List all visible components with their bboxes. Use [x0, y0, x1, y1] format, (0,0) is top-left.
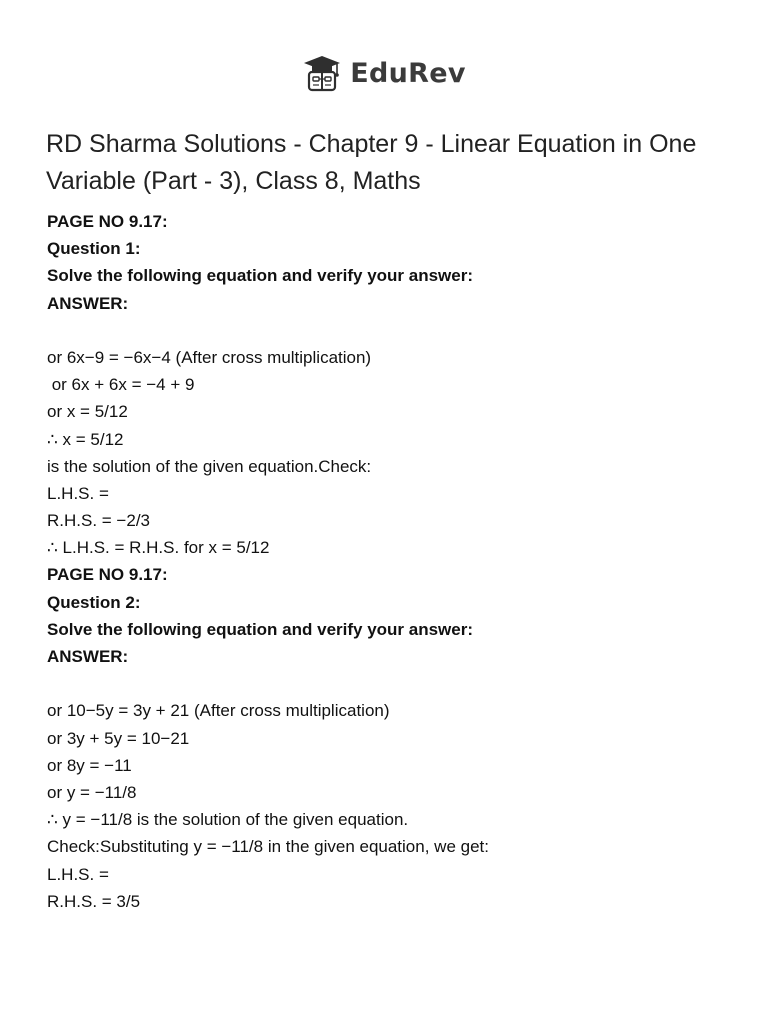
equation-image-placeholder: [47, 317, 737, 344]
solution-step: or 8y = −11: [47, 755, 132, 775]
solution-step: ∴ L.H.S. = R.H.S. for x = 5/12: [47, 538, 270, 558]
solution-step: Check:Substituting y = −11/8 in the given equation, we get:: [47, 837, 489, 857]
solution-step: or 3y + 5y = 10−21: [47, 728, 190, 748]
question-heading: Question 1:: [47, 239, 141, 259]
solution-step: or 6x + 6x = −4 + 9: [47, 375, 195, 395]
answer-label: ANSWER:: [47, 647, 129, 666]
solution-step: L.H.S. =: [47, 483, 109, 503]
brand-name: EduRev: [350, 57, 466, 89]
solution-step: or 6x−9 = −6x−4 (After cross multiplication): [47, 347, 372, 367]
equation-image-placeholder: [47, 670, 737, 697]
question-prompt: Solve the following equation and verify your answer:: [47, 266, 474, 286]
page-number: PAGE NO 9.17:: [47, 212, 168, 231]
page-number: PAGE NO 9.17:: [47, 565, 168, 585]
solution-step: or 10−5y = 3y + 21 (After cross multiplication): [47, 701, 390, 721]
page-title: RD Sharma Solutions - Chapter 9 - Linear Equation in One Variable (Part - 3), Class 8, Maths: [46, 130, 697, 195]
solution-step: R.H.S. = −2/3: [47, 511, 150, 531]
graduation-cap-book-icon: [302, 54, 342, 92]
solution-content: [47, 208, 737, 915]
solution-step: is the solution of the given equation.Check:: [47, 456, 372, 476]
question-heading: Question 2:: [47, 592, 141, 612]
edurev-logo[interactable]: [302, 54, 466, 92]
solution-step: or y = −11/8: [47, 782, 137, 802]
solution-step: R.H.S. = 3/5: [47, 891, 141, 911]
solution-step: ∴ y = −11/8 is the solution of the given equation.: [47, 810, 409, 830]
answer-label: ANSWER:: [47, 293, 129, 313]
solution-step: or x = 5/12: [47, 402, 128, 422]
solution-step: ∴ x = 5/12: [47, 429, 124, 449]
question-prompt: Solve the following equation and verify your answer:: [47, 619, 474, 639]
solution-step: L.H.S. =: [47, 864, 109, 884]
header: [0, 52, 768, 94]
